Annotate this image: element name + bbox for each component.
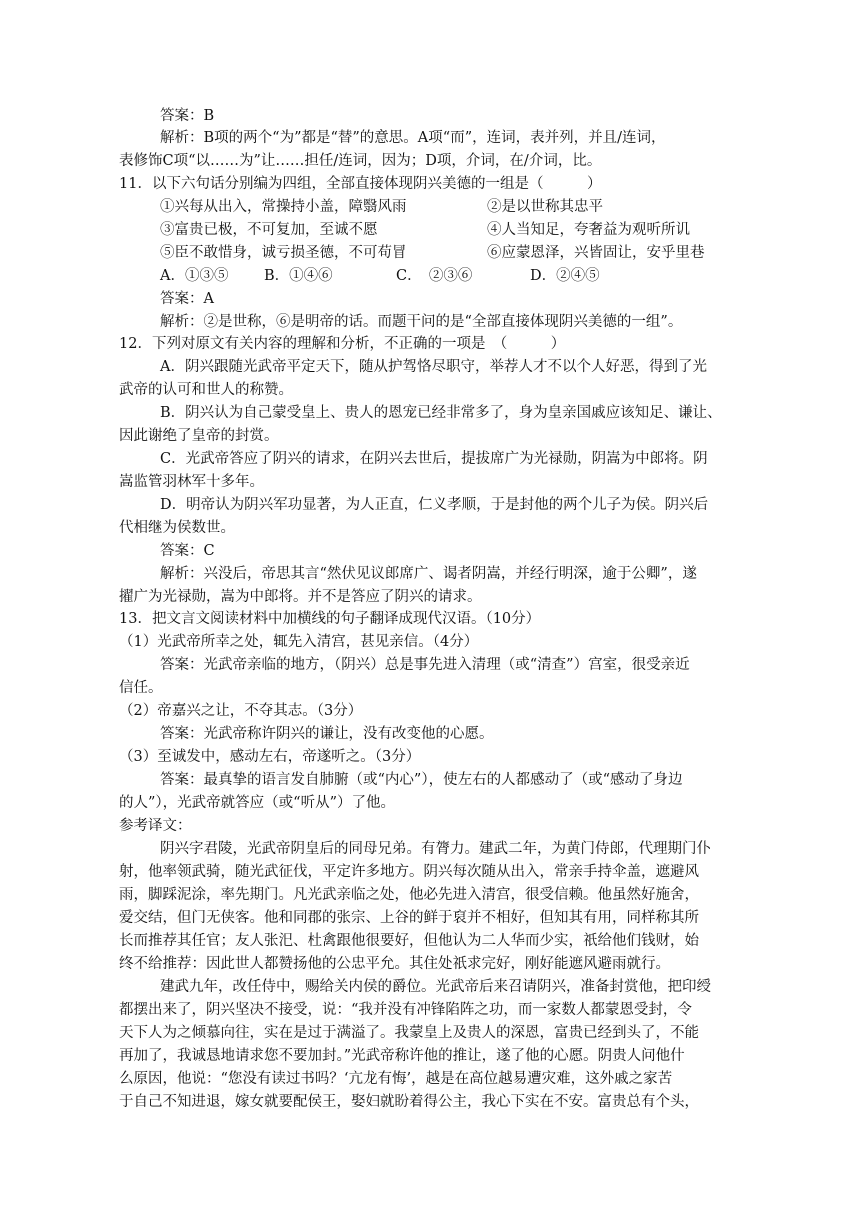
q11-choice-a: A．①③⑤ <box>160 268 229 284</box>
translation-line: 雨，脚踩泥涂，率先期门。凡光武亲临之处，他必先进入清宫，很受信赖。他虽然好施舍， <box>119 887 699 903</box>
translation-line: 建武九年，改任侍中，赐给关内侯的爵位。光武帝后来召请阴兴，准备封赏他，把印绶 <box>160 979 711 995</box>
q13-answer-2: 答案：光武帝称许阴兴的谦让，没有改变他的心愿。 <box>160 726 494 742</box>
q11-choice-c: C． ②③⑥ <box>396 268 473 284</box>
translation-line: 天下人为之倾慕向往，实在是过于满溢了。我蒙皇上及贵人的深恩，富贵已经到头了，不能 <box>119 1025 699 1041</box>
q12-option-d-cont: 代相继为侯数世。 <box>119 520 235 536</box>
q13-answer-1-cont: 信任。 <box>119 680 163 696</box>
translation-line: 射，他率领武骑，随光武征伐，平定许多地方。阴兴每次随从出入，常亲手持伞盖，遮避风 <box>119 864 699 880</box>
q12-option-c-cont: 嵩监管羽林军十多年。 <box>119 474 264 490</box>
q13-sentence-3: （3）至诚发中，感动左右，帝遂听之。（3分） <box>119 749 421 765</box>
q11-item: ⑤臣不敢惜身，诚亏损圣德，不可苟冒 <box>160 245 407 261</box>
q11-item: ①兴每从出入，常操持小盖，障翳风雨 <box>160 199 407 215</box>
q13-answer-3: 答案：最真挚的语言发自肺腑（或“内心”），使左右的人都感动了（或“感动了身边 <box>160 772 683 788</box>
q13-stem: 13．把文言文阅读材料中加横线的句子翻译成现代汉语。（10分） <box>119 611 541 627</box>
translation-line: 长而推荐其任官；友人张汜、杜禽跟他很要好，但他认为二人华而少实，祇给他们钱财，始 <box>119 933 699 949</box>
q10-answer: 答案：B <box>160 108 215 124</box>
q11-choice-b: B．①④⑥ <box>264 268 333 284</box>
q11-item: ②是以世称其忠平 <box>487 199 603 215</box>
translation-line: 再加了，我诚恳地请求您不要加封。”光武帝称许他的推让，遂了他的心愿。阴贵人问他什 <box>119 1048 685 1064</box>
q12-option-d: D．明帝认为阴兴军功显著，为人正直，仁义孝顺，于是封他的两个儿子为侯。阴兴后 <box>160 497 709 513</box>
q13-answer-1: 答案：光武帝亲临的地方，（阴兴）总是事先进入清理（或“清查”）宫室，很受亲近 <box>160 657 690 673</box>
q10-analysis-line: 解析：B项的两个“为”都是“替”的意思。A项“而”，连词，表并列，并且/连词， <box>160 130 666 146</box>
q12-stem: 12．下列对原文有关内容的理解和分析，不正确的一项是 （ ） <box>119 336 566 352</box>
q12-option-b: B．阴兴认为自己蒙受皇上、贵人的恩宠已经非常多了，身为皇亲国戚应该知足、谦让、 <box>160 405 722 421</box>
translation-line: 爱交结，但门无侠客。他和同郡的张宗、上谷的鲜于裒并不相好，但知其有用，同样称其所 <box>119 910 699 926</box>
q11-answer: 答案：A <box>160 291 214 307</box>
q12-answer: 答案：C <box>160 543 215 559</box>
translation-line: 么原因，他说：“您没有读过书吗？‘亢龙有悔’，越是在高位越易遭灾难，这外戚之家苦 <box>119 1071 673 1087</box>
q13-sentence-2: （2）帝嘉兴之让，不夺其志。（3分） <box>119 703 363 719</box>
q13-answer-3-cont: 的人”），光武帝就答应（或“听从”）了他。 <box>119 795 395 811</box>
q11-item: ④人当知足，夸奢益为观听所讥 <box>487 222 690 238</box>
translation-line: 于自己不知进退，嫁女就要配侯王，娶妇就盼着得公主，我心下实在不安。富贵总有个头， <box>119 1094 699 1110</box>
translation-line: 终不给推荐：因此世人都赞扬他的公忠平允。其住处祇求完好，刚好能遮风避雨就行。 <box>119 956 670 972</box>
translation-line: 阴兴字君陵，光武帝阴皇后的同母兄弟。有膂力。建武二年，为黄门侍郎，代理期门仆 <box>160 841 711 857</box>
q11-item: ⑥应蒙恩泽，兴皆固让，安乎里巷 <box>487 245 705 261</box>
q12-analysis-line: 解析：兴没后，帝思其言“然伏见议郎席广、谒者阴嵩，并经行明深，逾于公卿”，遂 <box>160 566 697 582</box>
q11-item: ③富贵已极，不可复加，至诚不愿 <box>160 222 378 238</box>
q11-choice-d: D．②④⑤ <box>530 268 600 284</box>
q12-option-c: C．光武帝答应了阴兴的请求，在阴兴去世后，提拔席广为光禄勋，阴嵩为中郎将。阴 <box>160 451 708 467</box>
q12-option-a: A．阴兴跟随光武帝平定天下，随从护驾恪尽职守，举荐人才不以个人好恶，得到了光 <box>160 359 707 375</box>
q13-sentence-1: （1）光武帝所幸之处，辄先入清宫，甚见亲信。（4分） <box>119 634 479 650</box>
translation-heading: 参考译文： <box>119 818 192 834</box>
q12-analysis-line: 擢广为光禄勋，嵩为中郎将。并不是答应了阴兴的请求。 <box>119 589 482 605</box>
q11-stem: 11．以下六句话分别编为四组，全部直接体现阴兴美德的一组是（ ） <box>119 176 602 192</box>
q12-option-b-cont: 因此谢绝了皇帝的封赏。 <box>119 428 279 444</box>
translation-line: 都摆出来了，阴兴坚决不接受，说：“我并没有冲锋陷阵之功，而一家数人都蒙恩受封，令 <box>119 1002 692 1018</box>
q12-option-a-cont: 武帝的认可和世人的称赞。 <box>119 382 293 398</box>
q11-analysis: 解析：②是世称，⑥是明帝的话。而题干问的是“全部直接体现阴兴美德的一组”。 <box>160 314 683 330</box>
q10-analysis-line: 表修饰C项“以……为”让……担任/连词，因为；D项，介词，在/介词，比。 <box>119 153 602 169</box>
